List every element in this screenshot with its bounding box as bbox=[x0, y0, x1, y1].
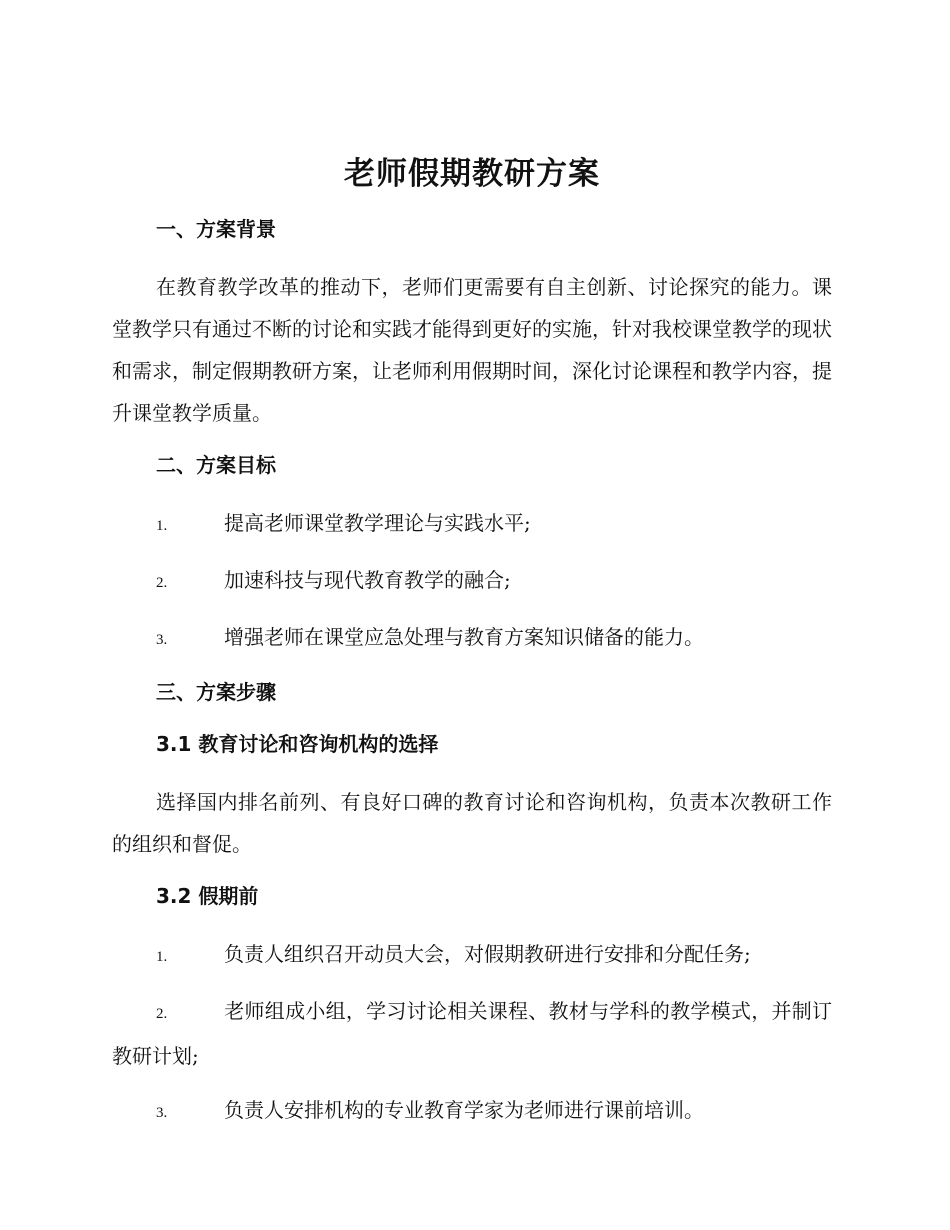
document-title: 老师假期教研方案 bbox=[344, 156, 600, 192]
list-text: 老师组成小组，学习讨论相关课程、教材与学科的教学模式，并制订教研计划; bbox=[112, 999, 832, 1068]
list-item bbox=[112, 933, 832, 978]
section-heading-background: 一、方案背景 bbox=[156, 217, 276, 241]
list-number: 2. bbox=[156, 575, 168, 591]
list-text: 增强老师在课堂应急处理与教育方案知识储备的能力。 bbox=[224, 625, 704, 649]
subsection-heading-3-1: 3.1 教育讨论和咨询机构的选择 bbox=[156, 732, 439, 756]
list-item bbox=[112, 502, 832, 547]
list-number: 3. bbox=[156, 632, 168, 648]
list-item bbox=[112, 616, 832, 661]
list-text: 负责人组织召开动员大会，对假期教研进行安排和分配任务; bbox=[224, 942, 751, 966]
section-heading-goals: 二、方案目标 bbox=[156, 453, 276, 477]
list-text: 提高老师课堂教学理论与实践水平; bbox=[224, 511, 531, 535]
list-item bbox=[112, 559, 832, 604]
list-number: 3. bbox=[156, 1105, 168, 1121]
list-item bbox=[112, 1089, 832, 1134]
list-number: 1. bbox=[156, 949, 168, 965]
list-number: 1. bbox=[156, 518, 168, 534]
list-item bbox=[112, 990, 832, 1077]
subsection-3-1-paragraph: 选择国内排名前列、有良好口碑的教育讨论和咨询机构，负责本次教研工作的组织和督促。 bbox=[112, 790, 832, 856]
section-heading-steps: 三、方案步骤 bbox=[156, 680, 276, 704]
background-paragraph: 在教育教学改革的推动下，老师们更需要有自主创新、讨论探究的能力。课堂教学只有通过不断的讨论和实践才能得到更好的实施，针对我校课堂教学的现状和需求，制定假期教研方案，让老师利用假期时间，深化讨论课程和教学内容，提升课堂教学质量。 bbox=[112, 275, 832, 425]
subsection-heading-3-2: 3.2 假期前 bbox=[156, 884, 259, 908]
list-text: 负责人安排机构的专业教育学家为老师进行课前培训。 bbox=[224, 1098, 704, 1122]
list-number: 2. bbox=[156, 1006, 168, 1022]
list-text: 加速科技与现代教育教学的融合; bbox=[224, 568, 511, 592]
